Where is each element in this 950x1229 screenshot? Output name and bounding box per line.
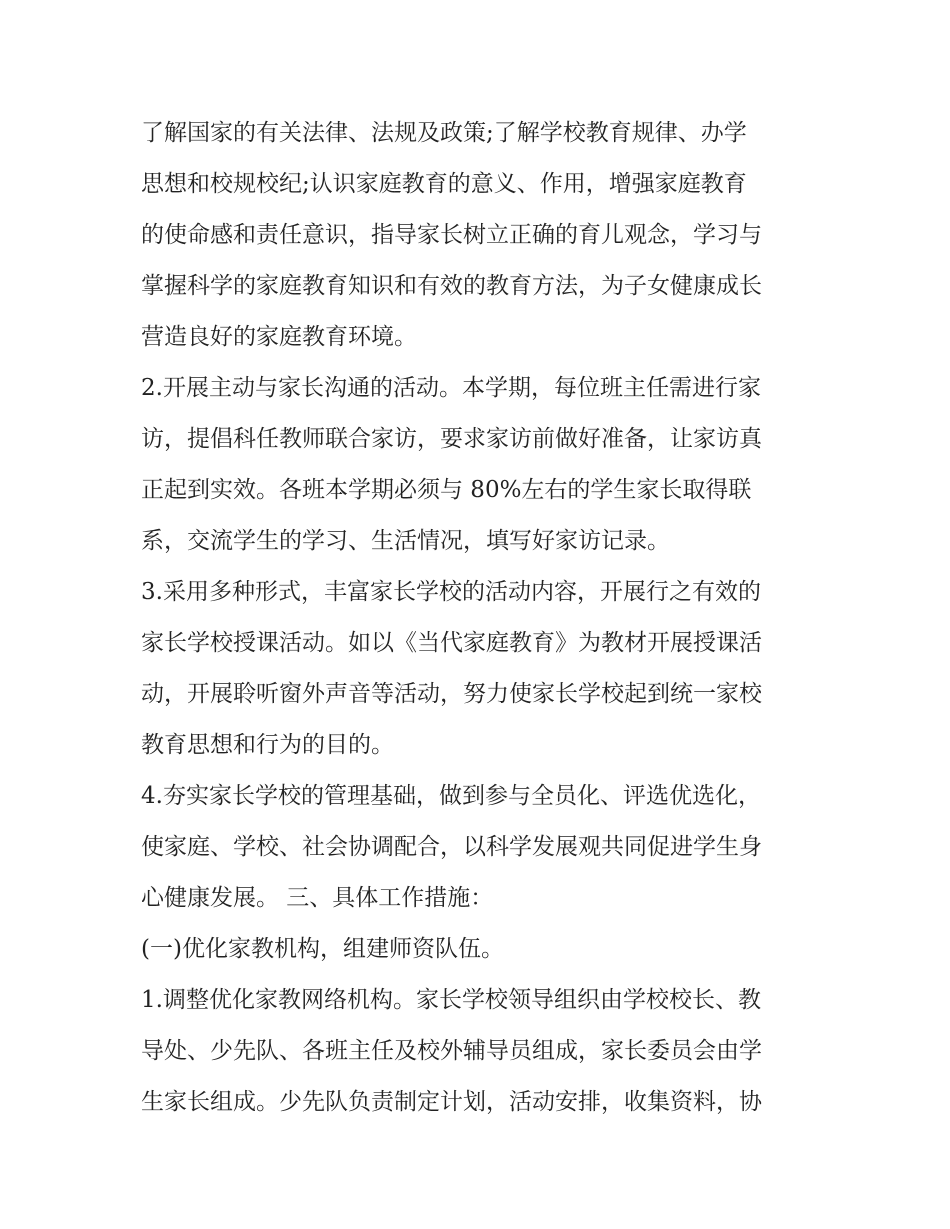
text-line-18: 1.调整优化家教网络机构。家长学校领导组织由学校校长、教	[141, 987, 761, 1013]
text-line-8: 正起到实效。各班本学期必须与 80%左右的学生家长取得联	[141, 477, 752, 503]
text-line-11: 家长学校授课活动。如以《当代家庭教育》为教材开展授课活	[141, 630, 762, 656]
text-line-14: 4.夯实家长学校的管理基础，做到参与全员化、评选优选化，	[141, 783, 761, 809]
text-line-9: 系，交流学生的学习、生活情况，填写好家访记录。	[141, 528, 670, 554]
text-line-16: 心健康发展。 三、具体工作措施：	[141, 885, 494, 911]
text-line-13: 教育思想和行为的目的。	[141, 732, 394, 758]
text-line-17: (一)优化家教机构，组建师资队伍。	[141, 936, 504, 962]
text-line-3: 的使命感和责任意识，指导家长树立正确的育儿观念，学习与	[141, 222, 762, 248]
text-line-6: 2.开展主动与家长沟通的活动。本学期，每位班主任需进行家	[141, 375, 761, 401]
text-line-20: 生家长组成。少先队负责制定计划，活动安排，收集资料，协	[141, 1089, 762, 1115]
text-line-4: 掌握科学的家庭教育知识和有效的教育方法，为子女健康成长	[141, 273, 762, 299]
text-line-2: 思想和校规校纪;认识家庭教育的意义、作用，增强家庭教育	[141, 171, 747, 197]
text-line-19: 导处、少先队、各班主任及校外辅导员组成，家长委员会由学	[141, 1038, 762, 1064]
text-line-12: 动，开展聆听窗外声音等活动，努力使家长学校起到统一家校	[141, 681, 762, 707]
text-line-7: 访，提倡科任教师联合家访，要求家访前做好准备，让家访真	[141, 426, 762, 452]
text-line-5: 营造良好的家庭教育环境。	[141, 324, 417, 350]
document-body	[141, 108, 813, 1128]
text-line-10: 3.采用多种形式，丰富家长学校的活动内容，开展行之有效的	[141, 579, 761, 605]
text-line-1: 了解国家的有关法律、法规及政策;了解学校教育规律、办学	[141, 120, 747, 146]
text-line-15: 使家庭、学校、社会协调配合，以科学发展观共同促进学生身	[141, 834, 762, 860]
